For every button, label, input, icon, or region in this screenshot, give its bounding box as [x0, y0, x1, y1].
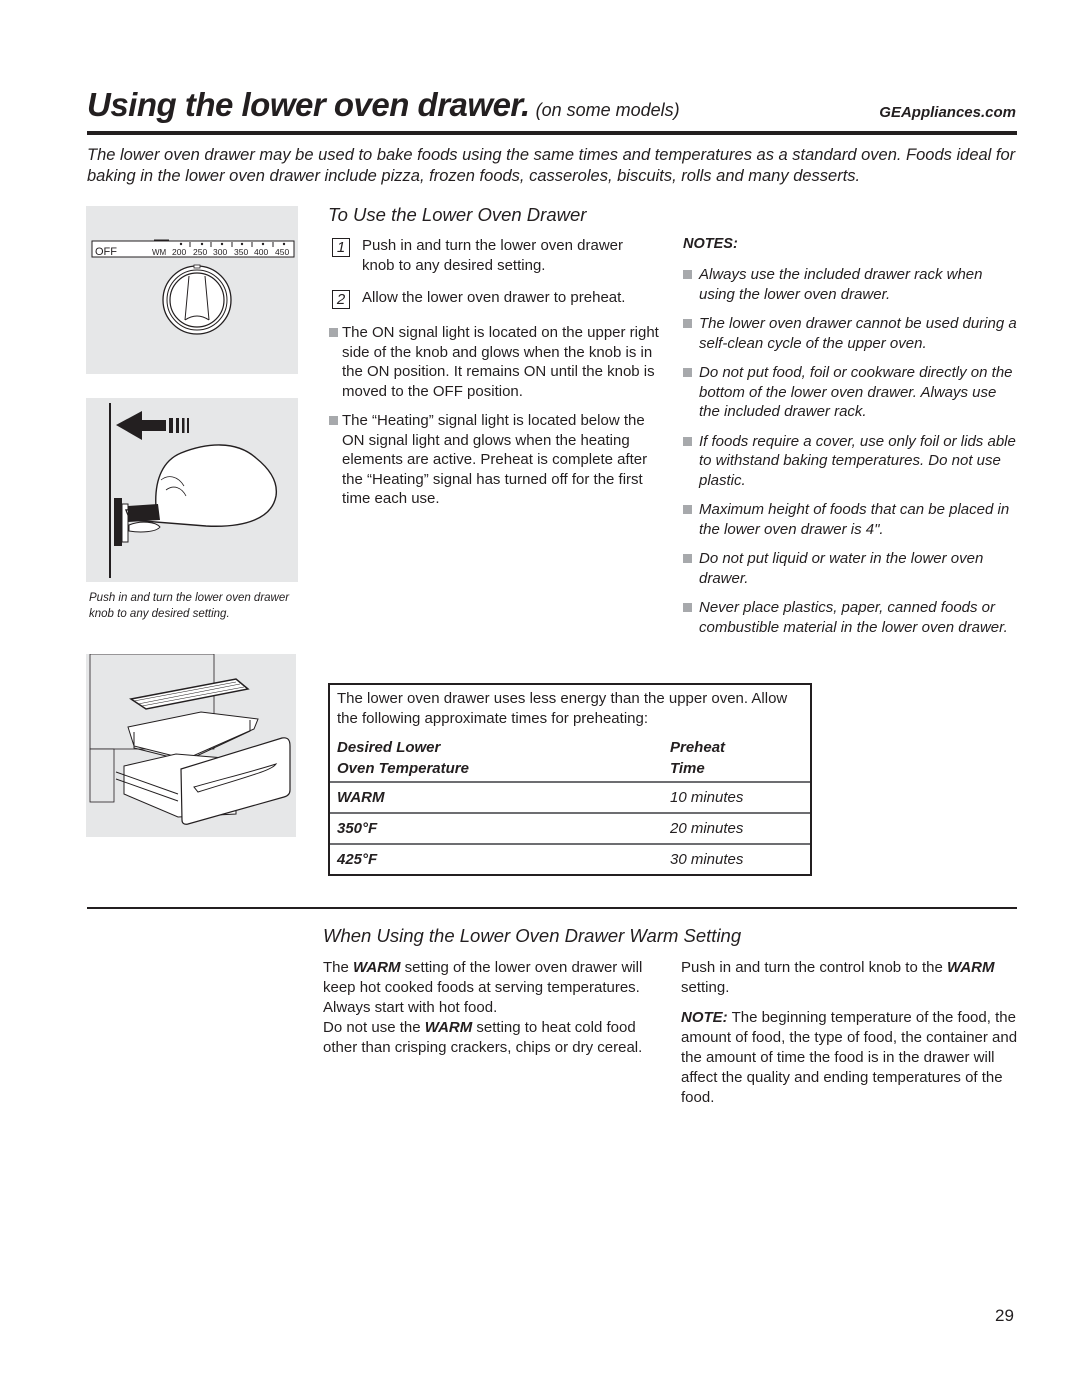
dial-setting-400: 400: [254, 247, 269, 257]
note-item: [683, 598, 1018, 637]
cell-time: 20 minutes: [670, 820, 744, 837]
note-item: [683, 500, 1018, 539]
note-text: The lower oven drawer cannot be used during a self-clean cycle of the upper oven.: [699, 315, 1017, 352]
text-run: The: [323, 959, 354, 976]
note-text: If foods require a cover, use only foil or lids able to withstand baking temperatures. Do not use plastic.: [699, 432, 1016, 489]
table-row: [330, 814, 810, 845]
page-subtitle: (on some models): [535, 100, 680, 120]
note-text: Do not put food, foil or cookware directly on the bottom of the lower oven drawer. Always use the included drawer rack.: [699, 364, 1013, 420]
intro-paragraph: The lower oven drawer may be used to bake foods using the same times and temperatures as a standard oven. Foods ideal for baking in the lower oven drawer include pizza, frozen foods, casseroles, biscuits, rolls and many desserts.: [87, 146, 1016, 185]
bullet-square-icon: [683, 554, 692, 563]
step-text: Allow the lower oven drawer to preheat.: [362, 289, 626, 306]
dial-setting-350: 350: [234, 247, 249, 257]
notes-heading: NOTES:: [683, 236, 738, 252]
drawer-illustration: [86, 654, 296, 837]
warm-right-column: [681, 958, 1018, 1108]
page-title-text: Using the lower oven drawer.: [87, 86, 530, 123]
preheat-table: [328, 683, 812, 876]
website-label: GEAppliances.com: [879, 104, 1016, 121]
text-run: setting of the lower oven drawer will keep hot cooked foods at serving temperatures. Always start with hot food.: [323, 959, 643, 1016]
bullet-square-icon: [683, 505, 692, 514]
column-header-line: Preheat: [670, 739, 726, 756]
dial-setting-200: 200: [172, 247, 187, 257]
bullet-square-icon: [683, 368, 692, 377]
text-run: setting to heat cold food other than crisping crackers, chips or dry cereal.: [323, 1019, 643, 1056]
cell-temperature: WARM: [337, 789, 385, 806]
column-header-time: [670, 737, 725, 779]
note-text: Always use the included drawer rack when using the lower oven drawer.: [699, 266, 983, 303]
bullet-square-icon: [329, 416, 338, 425]
warm-section-heading: When Using the Lower Oven Drawer Warm Setting: [323, 925, 742, 946]
step-number: 2: [332, 290, 350, 309]
knob-dial-figure: [86, 206, 298, 374]
push-knob-figure: [86, 398, 298, 582]
hand-on-knob-illustration: [86, 398, 298, 582]
step-number: 1: [332, 238, 350, 257]
warm-paragraph: [323, 958, 658, 1058]
note-text: Do not put liquid or water in the lower oven drawer.: [699, 550, 984, 587]
table-row: [330, 783, 810, 814]
column-header-line: Time: [670, 760, 705, 777]
knob-illustration: [86, 206, 298, 374]
bullet-square-icon: [683, 319, 692, 328]
cell-temperature: 350°F: [337, 820, 378, 837]
text-run: Push in and turn the control knob to the: [681, 959, 948, 976]
note-text: Never place plastics, paper, canned foods or combustible material in the lower oven drawer.: [699, 599, 1008, 636]
dial-off-label: OFF: [95, 246, 117, 258]
figure-caption: Push in and turn the lower oven drawer knob to any desired setting.: [89, 592, 290, 620]
notes-section: [683, 236, 1018, 647]
cell-time: 30 minutes: [670, 851, 744, 868]
column-header-line: Oven Temperature: [337, 760, 469, 777]
note-item: [683, 549, 1018, 588]
step-text: Push in and turn the lower oven drawer knob to any desired setting.: [362, 237, 623, 274]
warm-instruction: [681, 958, 1018, 998]
text-run: The beginning temperature of the food, the amount of food, the type of food, the container and the amount of time the food is in the drawer will affect the quality and ending temperatures of the food.: [681, 1009, 1018, 1106]
note-item: [683, 363, 1018, 422]
column-header-temperature: [337, 737, 670, 779]
page-title: [87, 86, 680, 124]
dial-setting-300: 300: [213, 247, 228, 257]
table-header-row: [330, 737, 810, 783]
warm-emphasis: WARM: [947, 959, 995, 976]
bullet-square-icon: [329, 328, 338, 337]
bullet-text: The “Heating” signal light is located below the ON signal light and glows when the heating elements are active. Preheat is complete after the “Heating” signal has turned off for the first time each use.: [342, 412, 648, 507]
bullet-square-icon: [683, 270, 692, 279]
bullet-square-icon: [683, 437, 692, 446]
header-divider: [87, 131, 1017, 135]
bullet-text: The ON signal light is located on the upper right side of the knob and glows when the knob is in the ON position. It remains ON until the knob is moved to the OFF position.: [342, 324, 659, 400]
drawer-rack-figure: [86, 654, 296, 837]
cell-temperature: 425°F: [337, 851, 378, 868]
dial-setting-250: 250: [193, 247, 208, 257]
warm-emphasis: WARM: [424, 1019, 473, 1036]
page-number: 29: [995, 1306, 1014, 1325]
text-run: setting.: [681, 979, 730, 996]
note-label: NOTE:: [681, 1009, 728, 1026]
text-run: Do not use the: [323, 1019, 425, 1036]
note-item: [683, 314, 1018, 353]
use-section-heading: To Use the Lower Oven Drawer: [328, 204, 587, 225]
table-row: [330, 845, 810, 874]
note-item: [683, 432, 1018, 491]
column-header-line: Desired Lower: [337, 739, 441, 756]
warm-left-column: [323, 958, 658, 1058]
warm-note: [681, 1008, 1018, 1108]
bullet-item: [329, 323, 664, 401]
warm-emphasis: WARM: [353, 959, 401, 976]
bullet-square-icon: [683, 603, 692, 612]
note-item: [683, 265, 1018, 304]
preheat-table-intro: The lower oven drawer uses less energy than the upper oven. Allow the following approximate times for preheating:: [337, 690, 788, 727]
step-2: [332, 288, 652, 308]
step-1: [332, 236, 652, 276]
dial-warm-label: WM: [152, 248, 167, 257]
cell-time: 10 minutes: [670, 789, 744, 806]
dial-setting-450: 450: [275, 247, 290, 257]
section-divider: [87, 907, 1017, 909]
note-text: Maximum height of foods that can be placed in the lower oven drawer is 4".: [699, 501, 1010, 538]
use-bullets: [329, 323, 664, 509]
bullet-item: [329, 411, 664, 509]
